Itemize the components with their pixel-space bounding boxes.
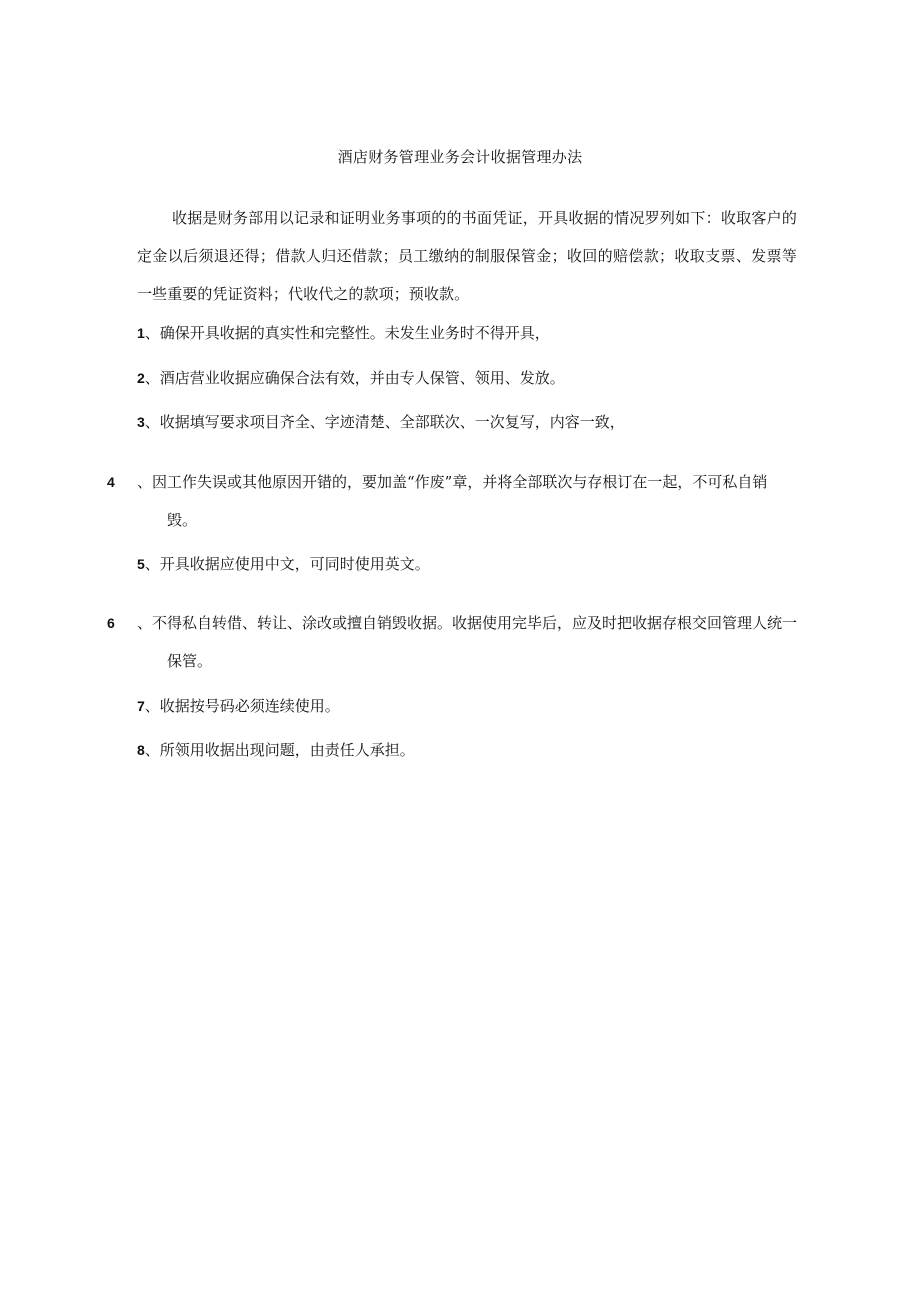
list-item-number: 2 xyxy=(137,370,145,386)
list-item-1 xyxy=(137,314,797,352)
list-item-4: 4 、因工作失误或其他原因开错的，要加盖“作废”章，并将全部联次与存根订在一起，不可私自销毁。 xyxy=(107,473,768,529)
list-item-text: 、收据按号码必须连续使用。 xyxy=(144,697,340,715)
list-item-text: 、确保开具收据的真实性和完整性。未发生业务时不得开具， xyxy=(144,324,550,342)
list-item-number: 1 xyxy=(137,325,145,341)
list-item-2 xyxy=(137,359,797,397)
list-item-8 xyxy=(137,731,797,769)
list-item-text: 、所领用收据出现问题，由责任人承担。 xyxy=(144,741,415,759)
list-item-7 xyxy=(137,687,797,725)
list-item-text: 、酒店营业收据应确保合法有效，并由专人保管、领用、发放。 xyxy=(144,369,565,387)
list-item-number: 7 xyxy=(137,698,145,714)
list-item-text: 、因工作失误或其他原因开错的，要加盖“作废”章，并将全部联次与存根订在一起，不可私自销毁。 xyxy=(137,473,768,529)
list-item-number: 8 xyxy=(137,742,145,758)
list-item-text: 、不得私自转借、转让、涂改或擅自销毁收据。收据使用完毕后，应及时把收据存根交回管理人统一保管。 xyxy=(137,614,798,670)
intro-paragraph: 收据是财务部用以记录和证明业务事项的的书面凭证，开具收据的情况罗列如下：收取客户的定金以后须退还得；借款人归还借款；员工缴纳的制服保管金；收回的赔偿款；收取支票、发票等一些重要的凭证资料；代收代之的款项；预收款。 xyxy=(137,209,797,303)
list-item-number: 5 xyxy=(137,556,145,572)
list-item-text: 、开具收据应使用中文，可同时使用英文。 xyxy=(144,555,430,573)
list-item-6: 6 、不得私自转借、转让、涂改或擅自销毁收据。收据使用完毕后，应及时把收据存根交回管理人统一保管。 xyxy=(107,614,798,670)
list-item-text: 、收据填写要求项目齐全、字迹清楚、全部联次、一次复写，内容一致， xyxy=(144,413,625,431)
list-item-5 xyxy=(137,545,797,583)
list-item-3 xyxy=(137,403,797,441)
list-item-number: 3 xyxy=(137,414,145,430)
document-title: 酒店财务管理业务会计收据管理办法 xyxy=(337,148,583,166)
